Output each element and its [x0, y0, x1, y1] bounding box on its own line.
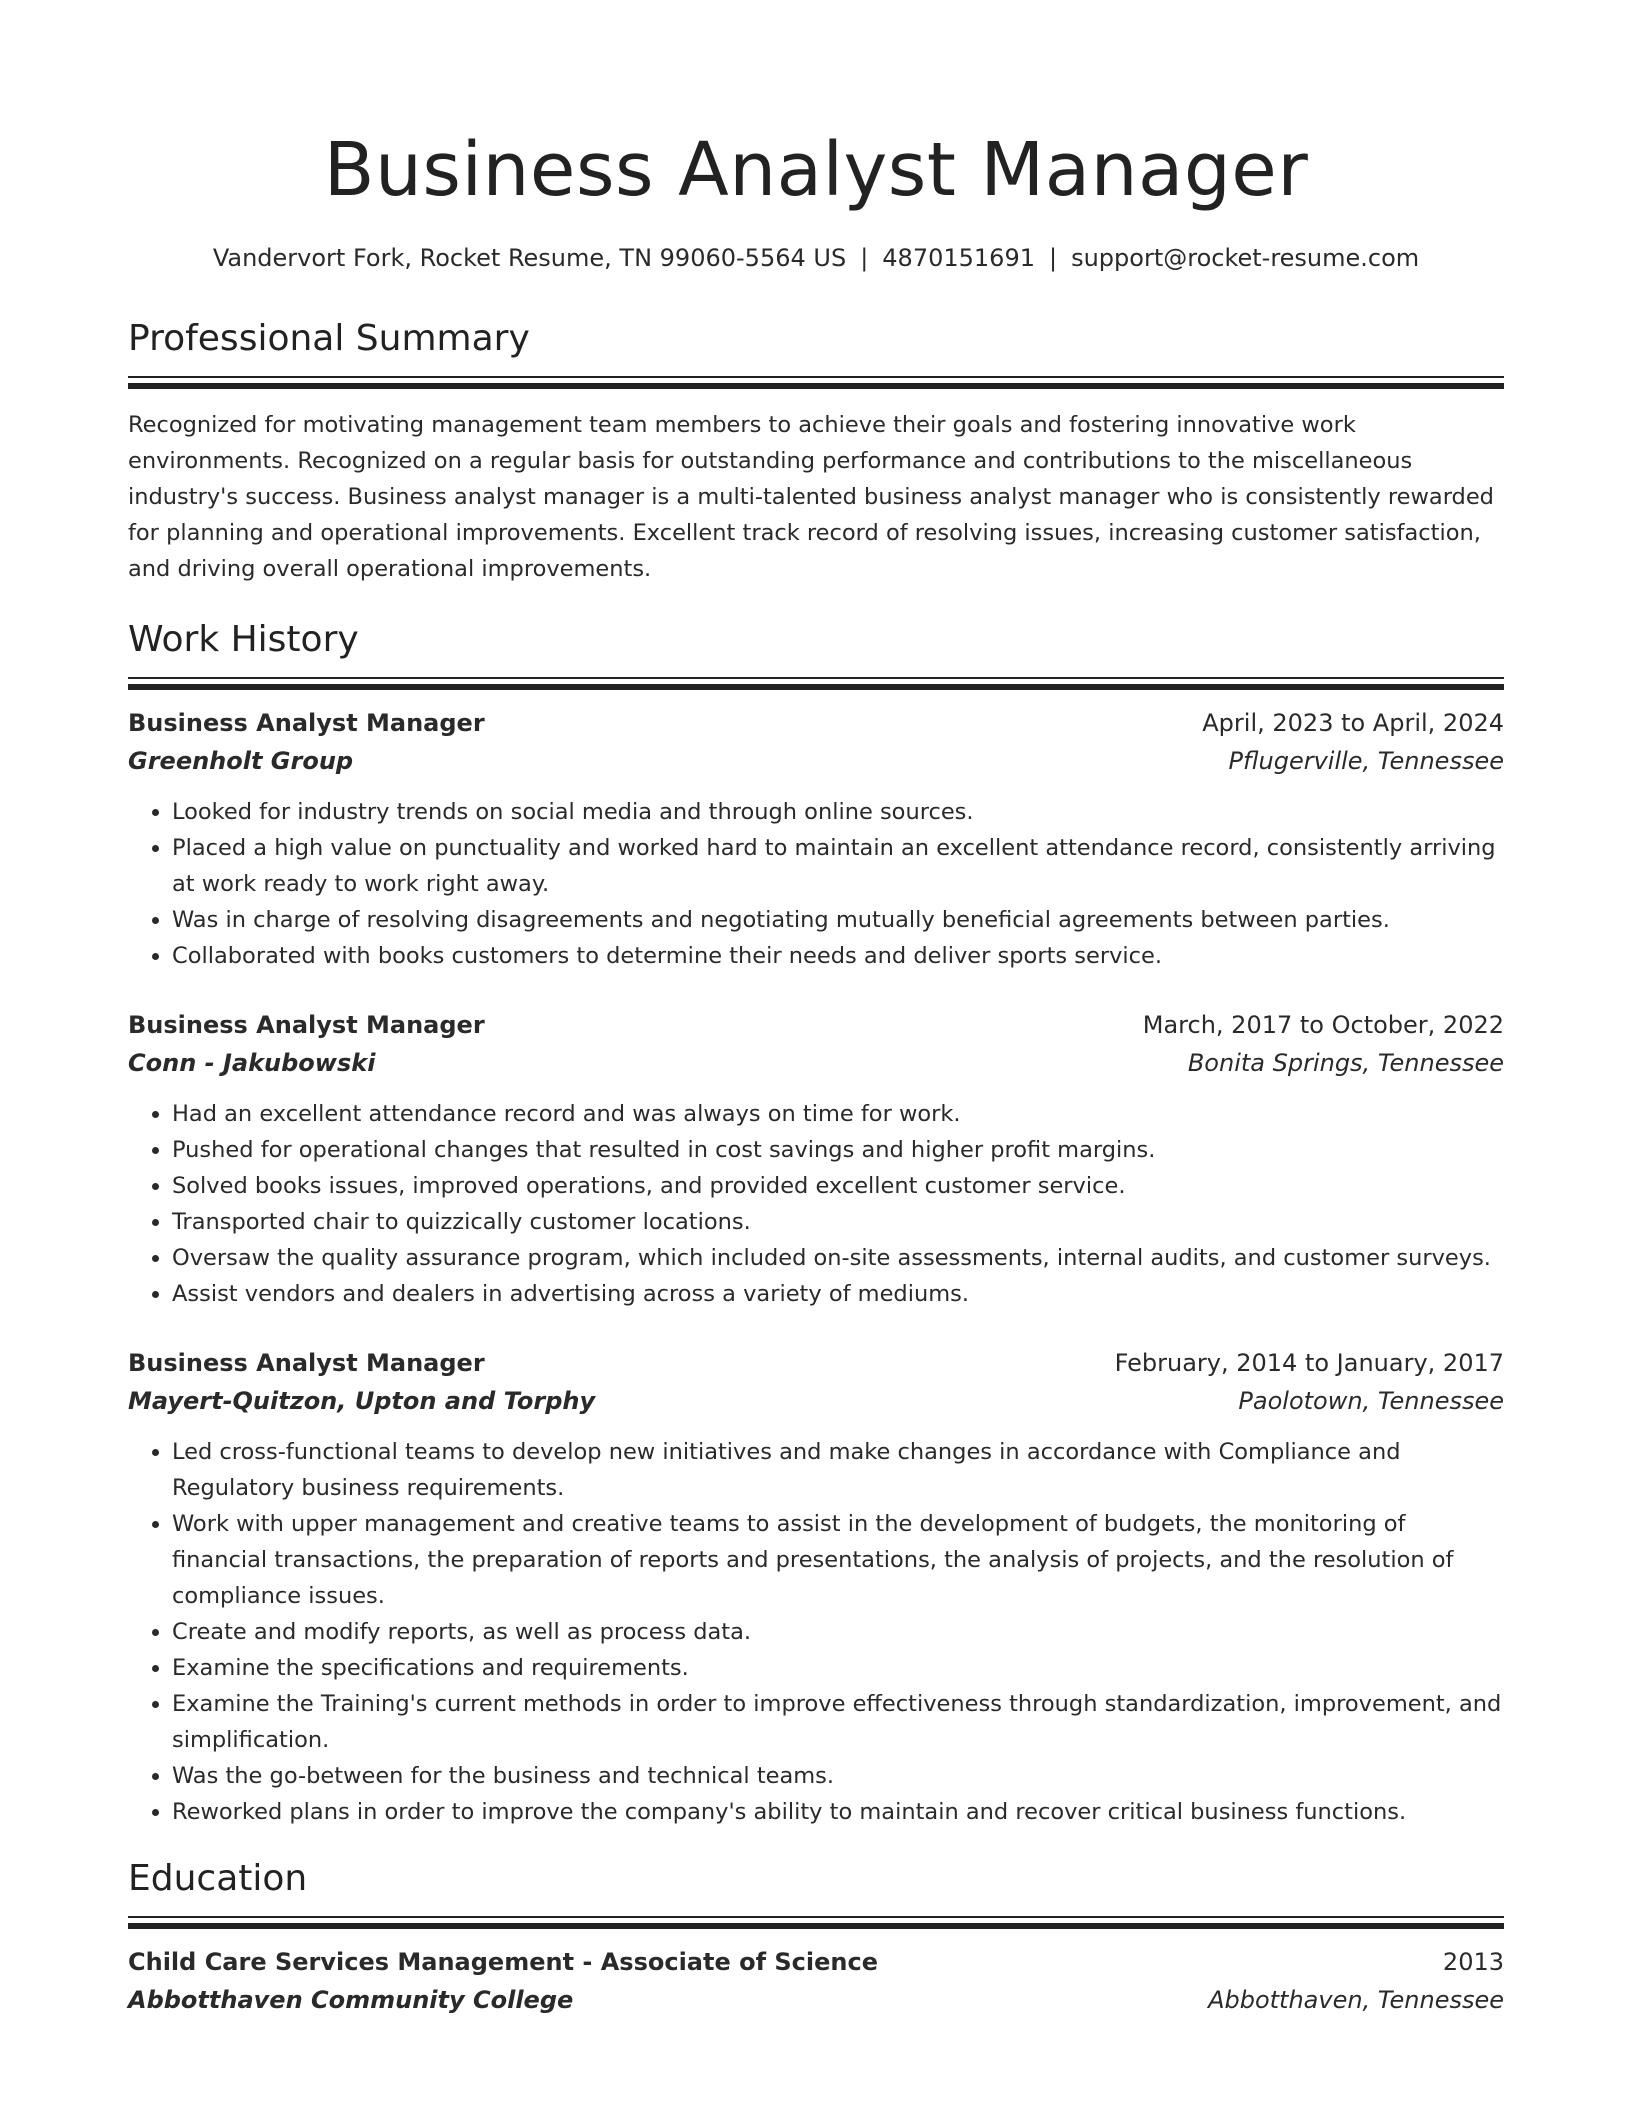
section-rule-thick	[128, 1923, 1504, 1929]
job-bullet: • Examine the Training's current methods in order to improve effectiveness through standardization, improvement, and simplification.	[172, 1686, 1504, 1758]
education-school: Abbotthaven Community College	[128, 1986, 574, 2014]
contact-separator: |	[1048, 244, 1058, 272]
education-section	[128, 1856, 1504, 2019]
education-year: 2013	[1442, 1948, 1504, 1976]
job-bullet: • Placed a high value on punctuality and worked hard to maintain an excellent attendance record, consistently arriving at work ready to work right away.	[172, 830, 1504, 902]
job-bullet: • Was the go-between for the business and technical teams.	[172, 1758, 1504, 1794]
job-bullet: • Oversaw the quality assurance program, which included on-site assessments, internal audits, and customer surveys.	[172, 1240, 1504, 1276]
job-bullet: • Examine the specifications and requirements.	[172, 1650, 1504, 1686]
contact-line	[128, 242, 1504, 274]
job-bullet: • Pushed for operational changes that resulted in cost savings and higher profit margins.	[172, 1132, 1504, 1168]
job-entry	[128, 1006, 1504, 1312]
job-bullet: • Assist vendors and dealers in advertising across a variety of mediums.	[172, 1276, 1504, 1312]
job-bullet: • Collaborated with books customers to determine their needs and deliver sports service.	[172, 938, 1504, 974]
section-rule	[128, 677, 1504, 679]
job-bullets	[128, 794, 1504, 974]
contact-phone: 4870151691	[882, 244, 1035, 272]
job-bullet: • Led cross-functional teams to develop new initiatives and make changes in accordance with Compliance and Regulatory business requirements.	[172, 1434, 1504, 1506]
job-location: Bonita Springs, Tennessee	[1187, 1049, 1504, 1077]
section-title-work: Work History	[128, 619, 359, 660]
job-location: Pflugerville, Tennessee	[1228, 747, 1504, 775]
summary-text: Recognized for motivating management team members to achieve their goals and fostering innovative work environments. Recognized on a regular basis for outstanding performance and contributions to the miscellaneous industry's success. Business analyst manager is a multi-talented business analyst manager who is consistently rewarded for planning and operational improvements. Excellent track record of resolving issues, increasing customer satisfaction, and driving overall operational improvements.	[128, 412, 1494, 582]
section-title-education: Education	[128, 1858, 308, 1899]
job-bullet: • Transported chair to quizzically customer locations.	[172, 1204, 1504, 1240]
job-company: Conn - Jakubowski	[128, 1049, 376, 1077]
education-location: Abbotthaven, Tennessee	[1208, 1986, 1504, 2014]
job-title: Business Analyst Manager	[128, 1349, 485, 1377]
job-bullets	[128, 1096, 1504, 1312]
education-degree: Child Care Services Management - Associate of Science	[128, 1948, 878, 1976]
work-section	[128, 617, 1504, 1830]
summary-section	[128, 316, 1504, 587]
job-bullet: • Work with upper management and creative teams to assist in the development of budgets, the monitoring of financial transactions, the preparation of reports and presentations, the analysis of projects, and the resolution of compliance issues.	[172, 1506, 1504, 1614]
section-rule-thick	[128, 684, 1504, 690]
contact-separator: |	[860, 244, 869, 272]
job-dates: March, 2017 to October, 2022	[1142, 1011, 1504, 1039]
section-rule	[128, 1916, 1504, 1918]
job-bullet: • Reworked plans in order to improve the company's ability to maintain and recover critical business functions.	[172, 1794, 1504, 1830]
resume-page	[128, 0, 1504, 2019]
job-entry	[128, 1344, 1504, 1830]
job-bullet: • Looked for industry trends on social media and through online sources.	[172, 794, 1504, 830]
resume-name: Business Analyst Manager	[323, 127, 1309, 213]
job-dates: February, 2014 to January, 2017	[1114, 1349, 1504, 1377]
job-entry	[128, 704, 1504, 974]
section-title-summary: Professional Summary	[128, 318, 530, 359]
section-rule	[128, 376, 1504, 378]
contact-email: support@rocket-resume.com	[1071, 244, 1420, 272]
job-company: Greenholt Group	[128, 747, 354, 775]
job-company: Mayert-Quitzon, Upton and Torphy	[128, 1387, 596, 1415]
education-entry	[128, 1943, 1504, 2019]
job-location: Paolotown, Tennessee	[1238, 1387, 1504, 1415]
job-title: Business Analyst Manager	[128, 1011, 485, 1039]
job-title: Business Analyst Manager	[128, 709, 485, 737]
contact-address: Vandervort Fork, Rocket Resume, TN 99060-5564 US	[212, 244, 847, 272]
job-bullets	[128, 1434, 1504, 1830]
section-rule-thick	[128, 383, 1504, 389]
job-bullet: • Create and modify reports, as well as process data.	[172, 1614, 1504, 1650]
job-bullet: • Was in charge of resolving disagreements and negotiating mutually beneficial agreements between parties.	[172, 902, 1504, 938]
job-bullet: • Solved books issues, improved operations, and provided excellent customer service.	[172, 1168, 1504, 1204]
job-bullet: • Had an excellent attendance record and was always on time for work.	[172, 1096, 1504, 1132]
job-dates: April, 2023 to April, 2024	[1202, 709, 1504, 737]
